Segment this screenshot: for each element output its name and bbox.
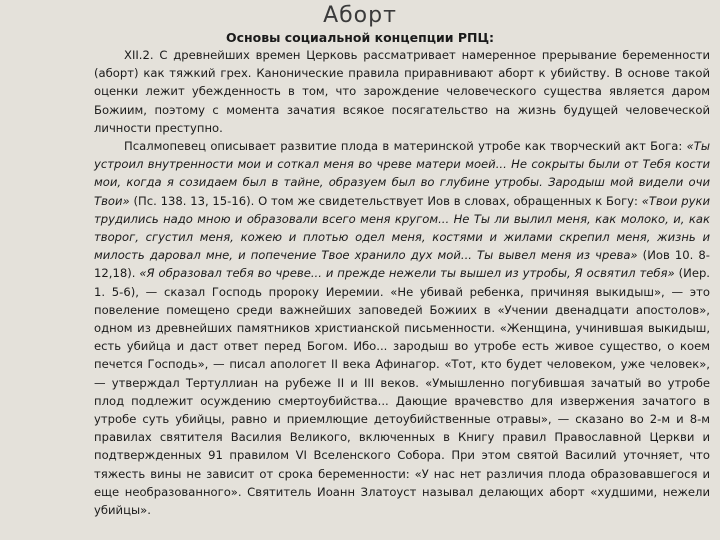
paragraph-1: XII.2. С древнейших времен Церковь рассматривает намеренное прерывание беременности (аборт) как тяжкий грех. Канонические правила приравнивают аборт к убийству. В основе такой оценки лежит убежденность в том, что зарождение человеческого существа является даром Божиим, поэтому с момента зачатия всякое посягательство на жизнь будущей человеческой личности преступно. <box>94 48 710 135</box>
p2-text-1: Псалмопевец описывает развитие плода в материнской утробе как творческий акт Бога: <box>124 139 687 154</box>
p2-text-2: (Пс. 138. 13, 15-16). О том же свидетельствует Иов в словах, обращенных к Богу: <box>129 193 642 208</box>
p2-quote-psalm: «Ты устроил внутренности мои и соткал меня во чреве матери моей... Не сокрыты были от Тебя кости мои, когда я созидаем был в тайне, образуем был во глубине утробы. Зародыш мой видели очи Твои» <box>94 139 710 208</box>
paragraph-2 <box>94 137 710 519</box>
body-text <box>94 46 710 519</box>
p2-quote-jeremiah: «Я образовал тебя во чреве... и прежде нежели ты вышел из утробы, Я освятил тебя» <box>139 266 675 281</box>
p2-text-3: (Иов 10. 8-12,18). <box>94 248 710 281</box>
slide-subtitle: Основы социальной концепции РПЦ: <box>225 30 495 45</box>
p2-text-4: (Иер. 1. 5-6), — сказал Господь пророку Иеремии. «Не убивай ребенка, причиняя выкидыш», — это повеление помещено среди важнейших заповедей Божиих в «Учении двенадцати апостолов», одном из древнейших памятников христианской письменности. «Женщина, учинившая выкидыш, есть убийца и даст ответ перед Богом. Ибо... зародыш во утробе есть живое существо, о коем печется Господь», — писал апологет II века Афинагор. «Тот, кто будет человеком, уже человек», — утверждал Тертуллиан на рубеже II и III веков. «Умышленно погубившая зачатый во утробе плод подлежит осуждению смертоубийства... Дающие врачевство для извержения зачатого в утробе суть убийцы, равно и приемлющие детоубийственные отравы», — сказано во 2-м и 8-м правилах святителя Василия Великого, включенных в Книгу правил Православной Церкви и подтвержденных 91 правилом VI Вселенского Собора. При этом святой Василий уточняет, что тяжесть вины не зависит от срока беременности: «У нас нет различия плода образовавшегося и еще необразованного». Святитель Иоанн Златоуст называл делающих аборт «худшими, нежели убийцы». <box>94 266 710 518</box>
slide-title: Аборт <box>323 3 397 28</box>
p2-quote-job: «Твои руки трудились надо мною и образовали всего меня кругом... Не Ты ли вылил меня, как молоко, и, как творог, сгустил меня, кожею и плотью одел меня, костями и жилами скрепил меня, жизнь и милость даровал мне, и попечение Твое хранило дух мой... Ты вывел меня из чрева» <box>94 193 710 263</box>
